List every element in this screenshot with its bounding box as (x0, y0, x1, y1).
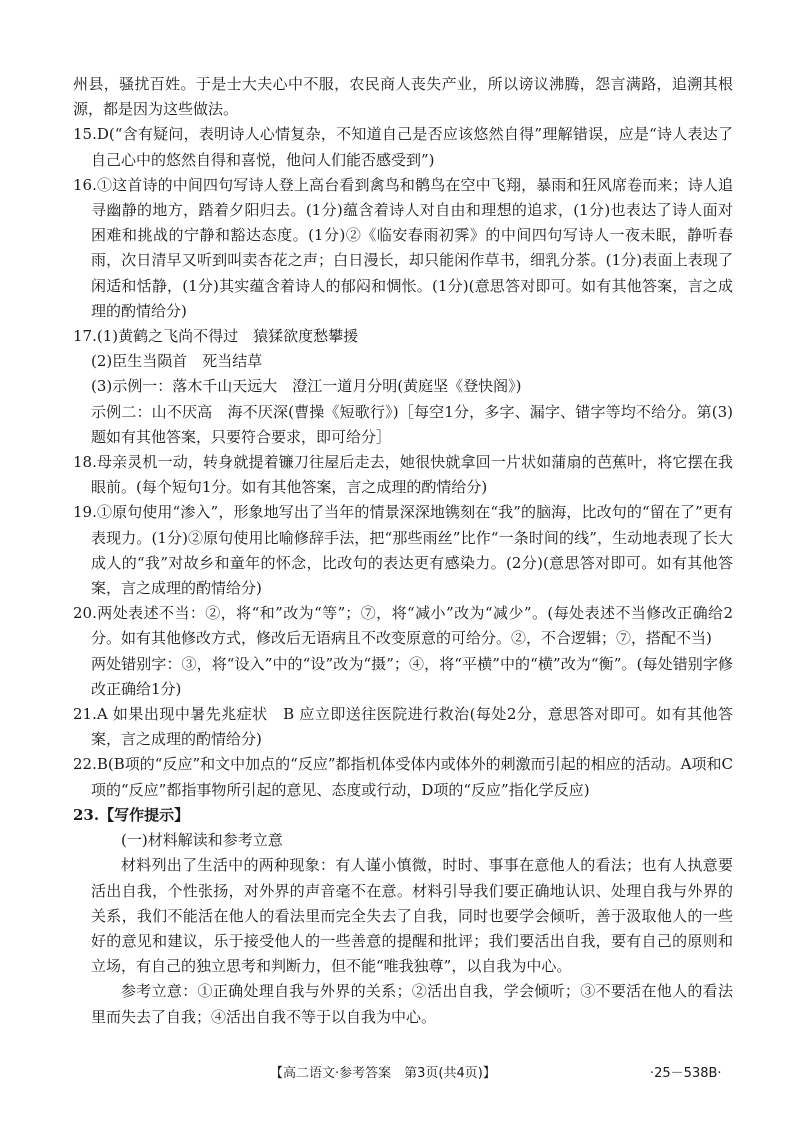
answer-20-expression: 20.两处表述不当：②，将“和”改为“等”；⑦，将“减小”改为“减少”。(每处表述不当修改正确给2分。如有其他修改方式，修改后无语病且不改变原意的可给分。②，不合逻辑；⑦，搭配不当) (73, 604, 733, 648)
answer-22: 22.B(B项的“反应”和文中加点的“反应”都指机体受体内或体外的刺激而引起的相应的活动。A项和C项的“反应”都指事物所引起的意见、态度或行动，D项的“反应”指化学反应) (73, 755, 733, 799)
paragraph-continuation: 州县，骚扰百姓。于是士大夫心中不服，农民商人丧失产业，所以谤议沸腾，怨言满路，追溯其根源，都是因为这些做法。 (73, 75, 733, 119)
answer-20-typos: 两处错别字：③，将“设入”中的“设”改为“摄”；④，将“平横”中的“横”改为“衡”。(每处错别字修改正确给1分) (91, 654, 733, 698)
footer-title: 【高二语文·参考答案 第3页(共4页)】 (270, 1066, 496, 1081)
answer-19: 19.①原句使用“渗入”，形象地写出了当年的情景深深地镌刻在“我”的脑海，比改句的“留在了”更有表现力。(1分)②原句使用比喻修辞手法，把“那些雨丝”比作“一条时间的线”，生动地表现了长大成人的“我”对故乡和童年的怀念，比改句的表达更有感染力。(2分)(意思答对即可。如有其他答案，言之成理的酌情给分) (73, 503, 733, 598)
answer-23-heading: 23.【写作提示】 (73, 805, 190, 824)
answer-17-part3-example2: 示例二：山不厌高 海不厌深(曹操《短歌行》)［每空1分，多字、漏字、错字等均不给分。第(3)题如有其他答案，只要符合要求，即可给分］ (91, 402, 733, 446)
answer-23-reference-ideas: 参考立意：①正确处理自我与外界的关系；②活出自我，学会倾听；③不要活在他人的看法里而失去了自我；④活出自我不等于以自我为中心。 (91, 982, 733, 1026)
answer-17-part2: (2)臣生当陨首 死当结草 (91, 352, 263, 371)
answer-15: 15.D(“含有疑问，表明诗人心情复杂，不知道自己是否应该悠然自得”理解错误，应是“诗人表达了自己心中的悠然自得和喜悦，他问人们能否感受到”) (73, 125, 733, 169)
page-footer (0, 1062, 800, 1082)
answer-16: 16.①这首诗的中间四句写诗人登上高台看到禽鸟和鹘鸟在空中飞翔，暴雨和狂风席卷而来；诗人追寻幽静的地方，踏着夕阳归去。(1分)蕴含着诗人对自由和理想的追求，(1分)也表达了诗人面对困难和挑战的宁静和豁达态度。(1分)②《临安春雨初霁》的中间四句写诗人一夜未眠，静听春雨，次日清早又听到叫卖杏花之声；白日漫长，却只能闲作草书，细乳分茶。(1分)表面上表现了闲适和恬静，(1分)其实蕴含着诗人的郁闷和惆怅。(1分)(意思答对即可。如有其他答案，言之成理的酌情给分) (73, 175, 733, 320)
answer-18: 18.母亲灵机一动，转身就提着镰刀往屋后走去，她很快就拿回一片状如蒲扇的芭蕉叶，将它摆在我眼前。(每个短句1分。如有其他答案，言之成理的酌情给分) (73, 453, 733, 497)
answer-23-subheading: (一)材料解读和参考立意 (121, 831, 283, 850)
answer-23-material-analysis: 材料列出了生活中的两种现象：有人谨小慎微，时时、事事在意他人的看法；也有人执意要活出自我，个性张扬，对外界的声音毫不在意。材料引导我们要正确地认识、处理自我与外界的关系，我们不能活在他人的看法里而完全失去了自我，同时也要学会倾听，善于汲取他人的一些好的意见和建议，乐于接受他人的一些善意的提醒和批评；我们要活出自我，要有自己的原则和立场，有自己的独立思考和判断力，但不能“唯我独尊”，以自我为中心。 (91, 856, 733, 976)
footer-code: ·25－538B· (650, 1066, 722, 1081)
answer-content (73, 72, 733, 1030)
answer-17-part3: (3)示例一：落木千山天远大 澄江一道月分明(黄庭坚《登快阁》) (91, 377, 522, 396)
answer-17-part1: 17.(1)黄鹤之飞尚不得过 猿猱欲度愁攀援 (73, 327, 359, 346)
answer-21: 21.A 如果出现中暑先兆症状 B 应立即送往医院进行救治(每处2分，意思答对即可。如有其他答案，言之成理的酌情给分) (73, 705, 733, 749)
